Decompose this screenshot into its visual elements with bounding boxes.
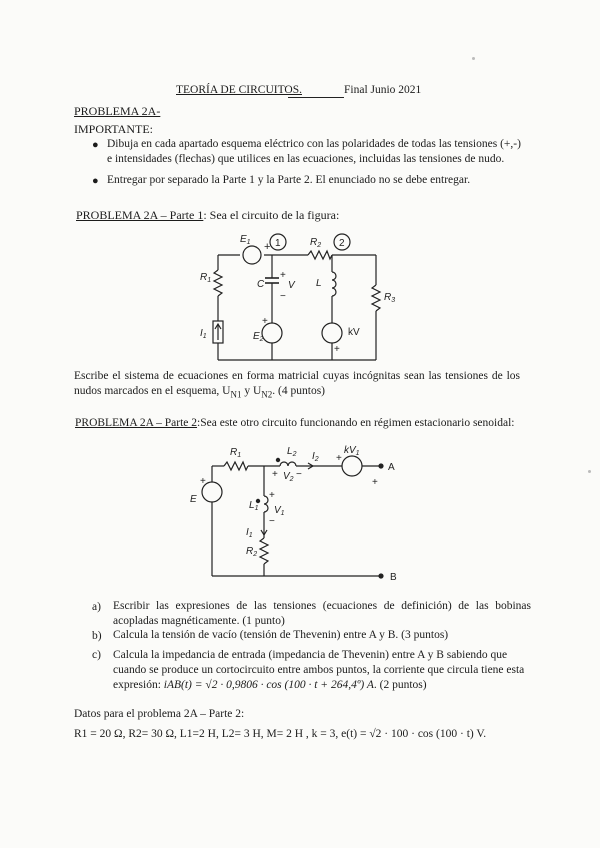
c1-node-2-label: 2	[339, 238, 345, 249]
part1-heading	[76, 208, 339, 223]
c2-r1-resistor	[224, 462, 248, 470]
item-c-label: c)	[92, 649, 101, 661]
circuit-1-diagram	[190, 228, 410, 368]
bullet-dot-2: ●	[92, 175, 99, 187]
c2-e-plus: +	[200, 476, 206, 487]
item-c-text: Calcula la impedancia de entrada (impedancia de Thevenin) entre A y B sabiendo que cuando se produce un cortocircuito entre ambos puntos, la corriente que circula tiene esta expresión: iAB(t) = √2 · 0,9806 · cos (100 · t + 264,4º) A. (2 puntos)	[113, 649, 525, 691]
c2-terminal-a	[379, 464, 383, 468]
bullet-text-1: Dibuja en cada apartado esquema eléctrico con las polaridades de todas las tensiones (+,-) e intensidades (flechas) que utilices en las ecuaciones, incluidas las tensiones de nudo.	[107, 138, 521, 165]
c2-l2-label: $L_2$	[287, 446, 297, 458]
c1-e1-plus: +	[264, 241, 271, 253]
c1-r3-resistor	[372, 285, 380, 311]
c2-v1-plus: +	[269, 490, 275, 501]
c1-r3-label: $R_3$	[384, 292, 396, 304]
item-b-label: b)	[92, 630, 102, 642]
c2-l2-coil	[280, 462, 296, 466]
scan-speck-2	[588, 470, 591, 473]
item-b-text: Calcula la tensión de vacío (tensión de Thevenin) entre A y B. (3 puntos)	[113, 629, 449, 641]
c1-c-plus: +	[280, 270, 286, 281]
c1-l-label: L	[316, 278, 322, 289]
c2-r2-resistor	[260, 538, 268, 564]
c2-a-plus: +	[372, 477, 378, 488]
c2-kv1-source	[342, 456, 362, 476]
item-a-text: Escribir las expresiones de las tensiones (ecuaciones de definición) de las bobinas acopladas magnéticamente. (1 punto)	[113, 600, 531, 627]
c2-terminal-b	[379, 574, 383, 578]
important-label: IMPORTANTE:	[74, 122, 153, 136]
c1-e1-label: $E_1$	[240, 234, 251, 246]
c1-c-label: C	[257, 279, 265, 290]
c2-v2-plus: +	[272, 469, 278, 480]
c1-r1-resistor	[214, 270, 222, 296]
c2-v1-minus: −	[269, 516, 275, 527]
scan-speck-1	[472, 57, 475, 60]
c2-l2-dot	[276, 458, 279, 461]
c2-kv1-plus: +	[336, 453, 342, 464]
c1-l-coil	[332, 272, 336, 296]
exam-date: Final Junio 2021	[344, 84, 422, 96]
c1-kv-plus: +	[334, 344, 340, 355]
part1-title: PROBLEMA 2A – Parte 1	[76, 208, 204, 222]
c2-r2-label: $R_2$	[246, 546, 258, 558]
c2-v2-minus: −	[296, 469, 302, 480]
c1-e1-source	[243, 246, 261, 264]
c2-v1-label: $V_1$	[274, 505, 285, 517]
c1-kv-label: kV	[348, 327, 360, 338]
bullet-dot-1: ●	[92, 139, 99, 151]
c1-e2-label: $E_2$	[253, 331, 264, 343]
c2-i1-label: $I_1$	[246, 527, 253, 539]
data-line: R1 = 20 Ω, R2= 30 Ω, L1=2 H, L2= 3 H, M= 2 H , k = 3, e(t) = √2 · 100 · cos (100 · t) V.	[74, 728, 487, 740]
problem-title: PROBLEMA 2A-	[74, 104, 161, 118]
c1-r2-label: $R_2$	[310, 237, 322, 249]
c2-b-label: B	[390, 572, 397, 583]
title-rule	[288, 97, 344, 98]
c2-kv1-label: $kV_1$	[344, 445, 360, 457]
c2-r1-label: $R_1$	[230, 447, 242, 459]
part2-intro: :Sea este otro circuito funcionando en régimen estacionario senoidal:	[197, 417, 515, 429]
c2-a-label: A	[388, 462, 395, 473]
c2-l1-label: $L_1$	[249, 500, 259, 512]
c1-r1-label: $R_1$	[200, 272, 212, 284]
part1-intro: : Sea el circuito de la figura:	[203, 208, 340, 222]
item-a-label: a)	[92, 601, 101, 613]
c2-i2-label: $I_2$	[312, 451, 319, 463]
course-title: TEORÍA DE CIRCUITOS.	[176, 84, 302, 96]
c1-r2-resistor	[308, 251, 332, 259]
part1-description: Escribe el sistema de ecuaciones en forma matricial cuyas incógnitas sean las tensiones de los nudos marcados en el esquema, $U_{N1}$ y $U_{N2}$. (4 puntos)	[74, 370, 520, 400]
part2-heading	[75, 417, 514, 429]
c1-i1-label: $I_1$	[200, 328, 207, 340]
bullet-text-2: Entregar por separado la Parte 1 y la Parte 2. El enunciado no se debe entregar.	[107, 174, 471, 186]
c2-v2-label: $V_2$	[283, 471, 294, 483]
part2-title: PROBLEMA 2A – Parte 2	[75, 417, 198, 429]
c1-v-label: V	[288, 280, 295, 291]
c1-kv-source	[322, 323, 342, 343]
c2-e-label: E	[190, 494, 197, 505]
c2-l1-dot	[256, 499, 259, 502]
data-title: Datos para el problema 2A – Parte 2:	[74, 708, 245, 720]
c1-c-minus: −	[280, 291, 286, 302]
item-c-formula: iAB(t) = √2 · 0,9806 · cos (100 · t + 264,4º) A	[163, 679, 374, 691]
c1-e2-plus: +	[262, 316, 268, 327]
c2-l1-coil	[264, 496, 268, 512]
circuit-2-diagram	[186, 440, 406, 590]
c1-node-1-label: 1	[275, 238, 281, 249]
